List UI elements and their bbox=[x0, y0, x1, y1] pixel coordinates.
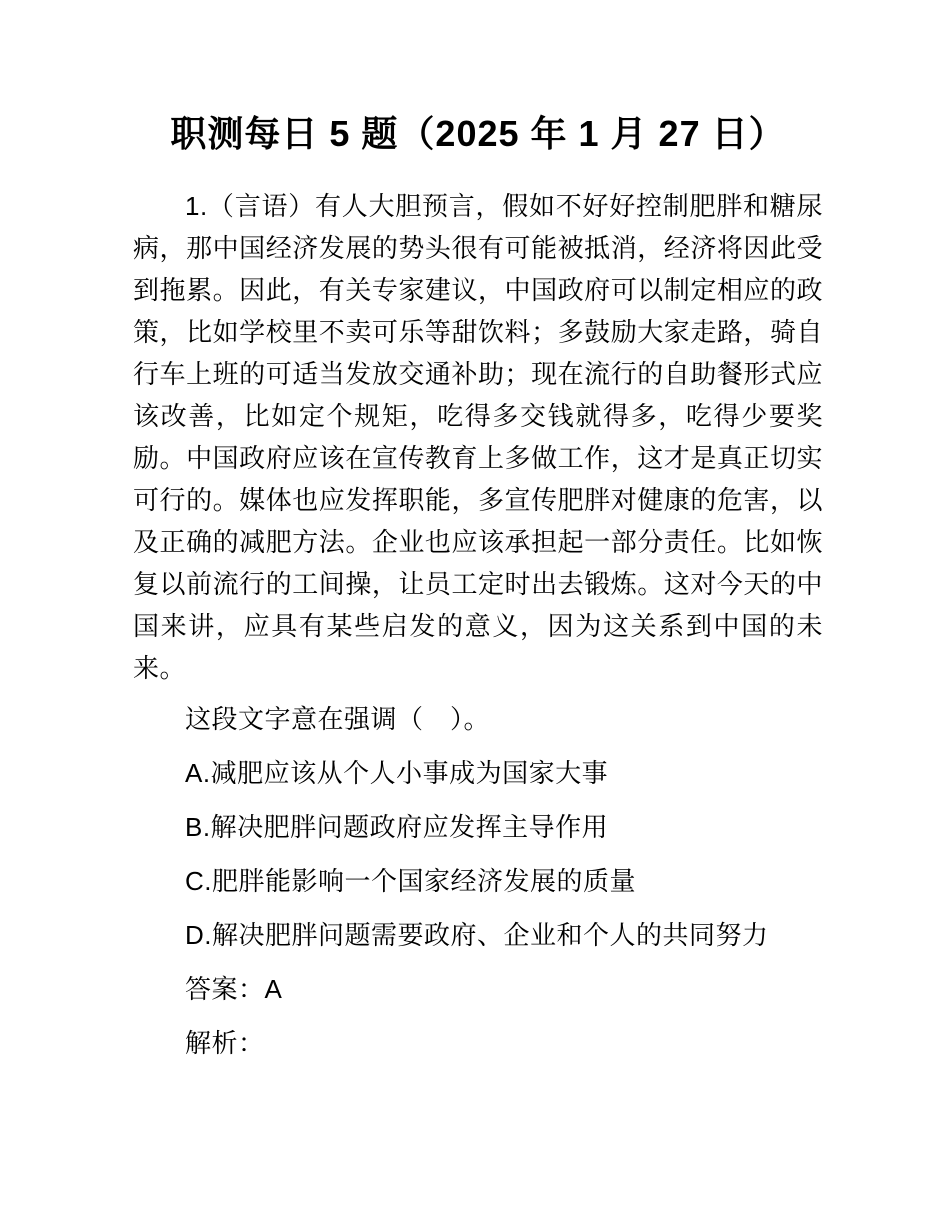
option-b: B.解决肥胖问题政府应发挥主导作用 bbox=[185, 812, 609, 842]
answer-line: 答案：A bbox=[185, 974, 283, 1004]
question-stem: 这段文字意在强调（ ）。 bbox=[185, 704, 491, 734]
analysis-line: 解析： bbox=[185, 1028, 265, 1058]
question-passage: 1.（言语）有人大胆预言，假如不好好控制肥胖和糖尿病，那中国经济发展的势头很有可能被抵消，经济将因此受到拖累。因此，有关专家建议，中国政府可以制定相应的政策，比如学校里不卖可乐等甜饮料；多鼓励大家走路，骑自行车上班的可适当发放交通补助；现在流行的自助餐形式应该改善，比如定个规矩，吃得多交钱就得多，吃得少要奖励。中国政府应该在宣传教育上多做工作，这才是真正切实可行的。媒体也应发挥职能，多宣传肥胖对健康的危害，以及正确的减肥方法。企业也应该承担起一部分责任。比如恢复以前流行的工间操，让员工定时出去锻炼。这对今天的中国来讲，应具有某些启发的意义，因为这关系到中国的未来。 bbox=[133, 191, 823, 683]
option-d: D.解决肥胖问题需要政府、企业和个人的共同努力 bbox=[185, 920, 769, 950]
page-title: 职测每日 5 题（2025 年 1 月 27 日） bbox=[170, 113, 786, 154]
option-a: A.减肥应该从个人小事成为国家大事 bbox=[185, 758, 609, 788]
option-c: C.肥胖能影响一个国家经济发展的质量 bbox=[185, 866, 637, 896]
